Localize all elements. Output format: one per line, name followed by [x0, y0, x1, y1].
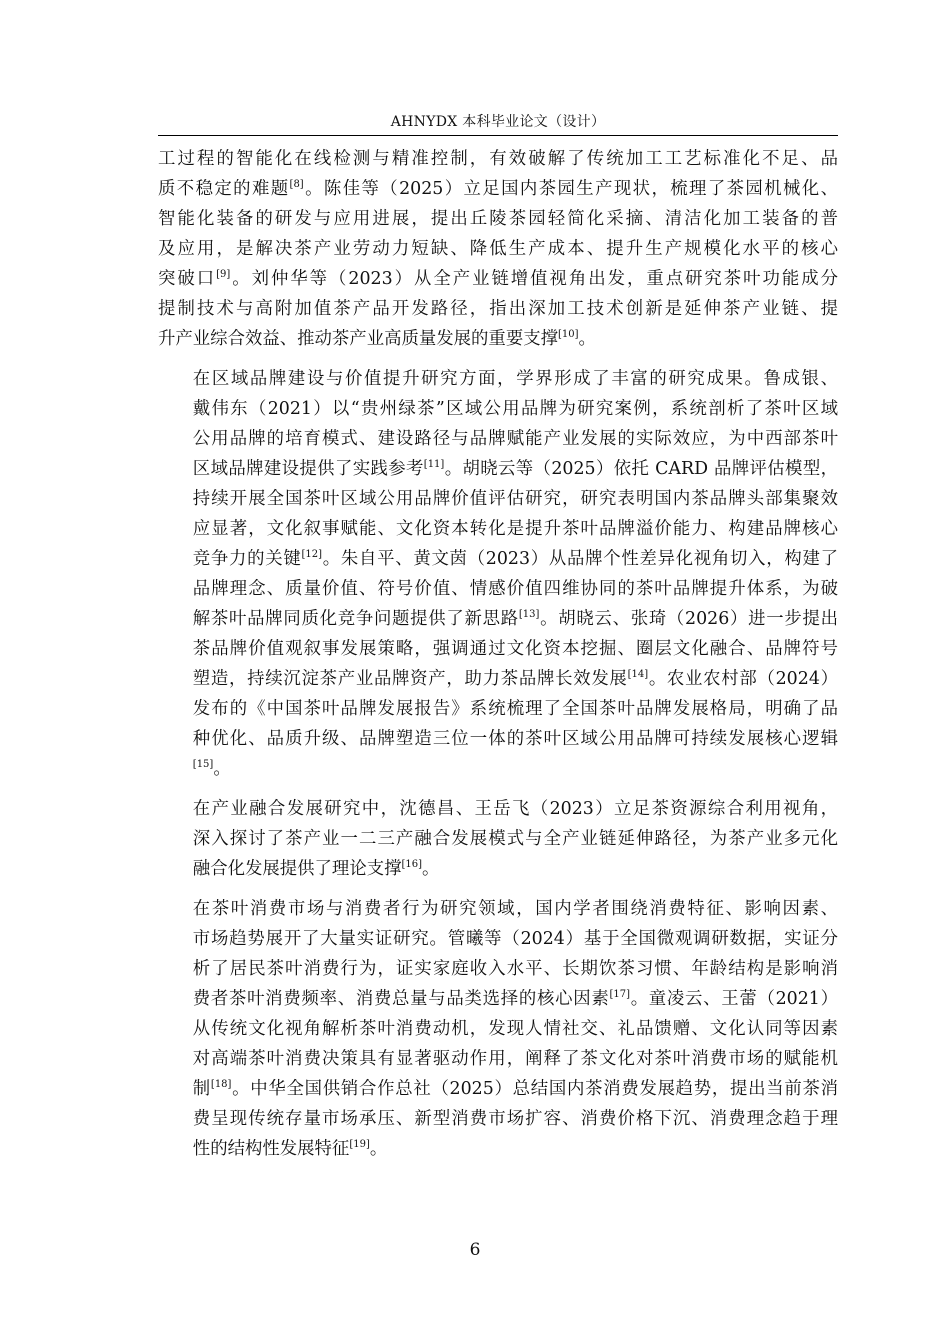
citation-marker: [9] [216, 269, 231, 280]
text-run: 。刘仲华等（2023）从全产业链增值视角出发，重点研究茶叶功能成分 [230, 269, 838, 289]
text-run: 。 [213, 759, 231, 779]
text-run: 智能化装备的研发与应用进展，提出丘陵茶园轻简化采摘、清洁化加工装备的普 [158, 209, 838, 229]
running-header: AHNYDX 本科毕业论文（设计） [390, 114, 606, 130]
text-run: 茶品牌价值观叙事发展策略，强调通过文化资本挖掘、圈层文化融合、品牌符号 [192, 639, 838, 659]
text-line [158, 984, 838, 1014]
text-run: 区域品牌建设提供了实践参考 [192, 459, 424, 479]
text-run: 解茶叶品牌同质化竞争问题提供了新思路 [192, 609, 519, 629]
text-line [158, 954, 838, 984]
text-line [158, 364, 838, 394]
text-run: 。 [422, 859, 440, 879]
text-run: 费者茶叶消费频率、消费总量与品类选择的核心因素 [192, 989, 610, 1009]
text-line [158, 454, 838, 484]
text-line [158, 924, 838, 954]
text-line [158, 424, 838, 454]
text-line [158, 1104, 838, 1134]
text-line [158, 1134, 838, 1164]
text-run: 。中华全国供销合作总社（2025）总结国内茶消费发展趋势，提出当前茶消 [231, 1079, 838, 1099]
text-run: 对高端茶叶消费决策具有显著驱动作用，阐释了茶文化对茶叶消费市场的赋能机 [192, 1049, 838, 1069]
text-run: 戴伟东（2021）以“贵州绿茶”区域公用品牌为研究案例，系统剖析了茶叶区域 [192, 399, 838, 419]
text-run: 发布的《中国茶叶品牌发展报告》系统梳理了全国茶叶品牌发展格局，明确了品 [192, 699, 838, 719]
text-run: 。胡晓云等（2025）依托 CARD 品牌评估模型， [444, 459, 838, 479]
text-run: 。 [369, 1139, 388, 1159]
text-line [158, 514, 838, 544]
text-line [158, 664, 838, 694]
text-run: 公用品牌的培育模式、建设路径与品牌赋能产业发展的实际效应，为中西部茶叶 [192, 429, 838, 449]
text-run: 性的结构性发展特征 [192, 1139, 350, 1159]
text-line [158, 324, 838, 354]
text-line [158, 694, 838, 724]
text-line [158, 234, 838, 264]
text-run: 竞争力的关键 [192, 549, 302, 569]
page-number: 6 [469, 1240, 481, 1260]
text-run: 融合化发展提供了理论支撑 [192, 859, 402, 879]
text-line [158, 824, 838, 854]
header-rule [158, 135, 838, 136]
text-run: 应显著，文化叙事赋能、文化资本转化是提升茶叶品牌溢价能力、构建品牌核心 [192, 519, 838, 539]
text-run: 。陈佳等（2025）立足国内茶园生产现状，梳理了茶园机械化、 [303, 179, 838, 199]
citation-marker: [8] [289, 179, 304, 190]
text-line [158, 794, 838, 824]
text-run: 升产业综合效益、推动茶产业高质量发展的重要支撑 [158, 329, 558, 349]
text-line [158, 394, 838, 424]
text-run: 。胡晓云、张琦（2026）进一步提出 [539, 609, 838, 629]
text-run: 析了居民茶叶消费行为，证实家庭收入水平、长期饮茶习惯、年龄结构是影响消 [192, 959, 838, 979]
text-line [158, 604, 838, 634]
text-line [158, 264, 838, 294]
text-line [158, 634, 838, 664]
citation-marker: [17] [609, 989, 630, 1000]
text-run: 制 [192, 1079, 211, 1099]
text-line [158, 204, 838, 234]
text-run: 塑造，持续沉淀茶产业品牌资产，助力茶品牌长效发展 [192, 669, 628, 689]
text-run: 。 [578, 329, 596, 349]
text-line [158, 1044, 838, 1074]
text-run: 。童凌云、王蕾（2021） [629, 989, 838, 1009]
citation-marker: [11] [423, 459, 445, 470]
paragraph [158, 364, 838, 784]
text-line [158, 484, 838, 514]
citation-marker: [19] [349, 1139, 370, 1150]
text-run: 。农业农村部（2024） [648, 669, 838, 689]
paragraph [158, 894, 838, 1164]
text-run: 质不稳定的难题 [158, 179, 290, 199]
text-line [158, 544, 838, 574]
body-text [158, 144, 838, 1164]
citation-marker: [14] [627, 669, 649, 680]
citation-marker: [15] [192, 759, 214, 770]
text-run: 在茶叶消费市场与消费者行为研究领域，国内学者围绕消费特征、影响因素、 [192, 899, 838, 919]
text-run: 费呈现传统存量市场承压、新型消费市场扩容、消费价格下沉、消费理念趋于理 [192, 1109, 838, 1129]
citation-marker: [10] [558, 329, 579, 340]
paragraph [158, 144, 838, 354]
text-line [158, 754, 838, 784]
text-run: 在区域品牌建设与价值提升研究方面，学界形成了丰富的研究成果。鲁成银、 [192, 369, 838, 389]
text-run: 在产业融合发展研究中，沈德昌、王岳飞（2023）立足茶资源综合利用视角， [192, 799, 838, 819]
text-line [158, 1014, 838, 1044]
text-line [158, 854, 838, 884]
text-line [158, 724, 838, 754]
text-run: 市场趋势展开了大量实证研究。管曦等（2024）基于全国微观调研数据，实证分 [192, 929, 838, 949]
text-run: 深入探讨了茶产业一二三产融合发展模式与全产业链延伸路径，为茶产业多元化 [192, 829, 838, 849]
text-run: 种优化、品质升级、品牌塑造三位一体的茶叶区域公用品牌可持续发展核心逻辑 [192, 729, 838, 749]
text-run: 及应用，是解决茶产业劳动力短缺、降低生产成本、提升生产规模化水平的核心 [158, 239, 838, 259]
text-run: 品牌理念、质量价值、符号价值、情感价值四维协同的茶叶品牌提升体系，为破 [192, 579, 838, 599]
citation-marker: [13] [518, 609, 540, 620]
text-run: 。朱自平、黄文茵（2023）从品牌个性差异化视角切入，构建了 [322, 549, 838, 569]
citation-marker: [12] [301, 549, 323, 560]
text-run: 持续开展全国茶叶区域公用品牌价值评估研究，研究表明国内茶品牌头部集聚效 [192, 489, 838, 509]
text-line [158, 894, 838, 924]
paragraph [158, 794, 838, 884]
text-line [158, 174, 838, 204]
citation-marker: [16] [401, 859, 423, 870]
text-run: 从传统文化视角解析茶叶消费动机，发现人情社交、礼品馈赠、文化认同等因素 [192, 1019, 838, 1039]
text-line [158, 294, 838, 324]
text-line [158, 574, 838, 604]
text-run: 提制技术与高附加值茶产品开发路径，指出深加工技术创新是延伸茶产业链、提 [158, 299, 838, 319]
text-run: 突破口 [158, 269, 217, 289]
text-line [158, 144, 838, 174]
text-line [158, 1074, 838, 1104]
text-run: 工过程的智能化在线检测与精准控制，有效破解了传统加工工艺标准化不足、品 [158, 149, 838, 169]
citation-marker: [18] [210, 1079, 232, 1090]
